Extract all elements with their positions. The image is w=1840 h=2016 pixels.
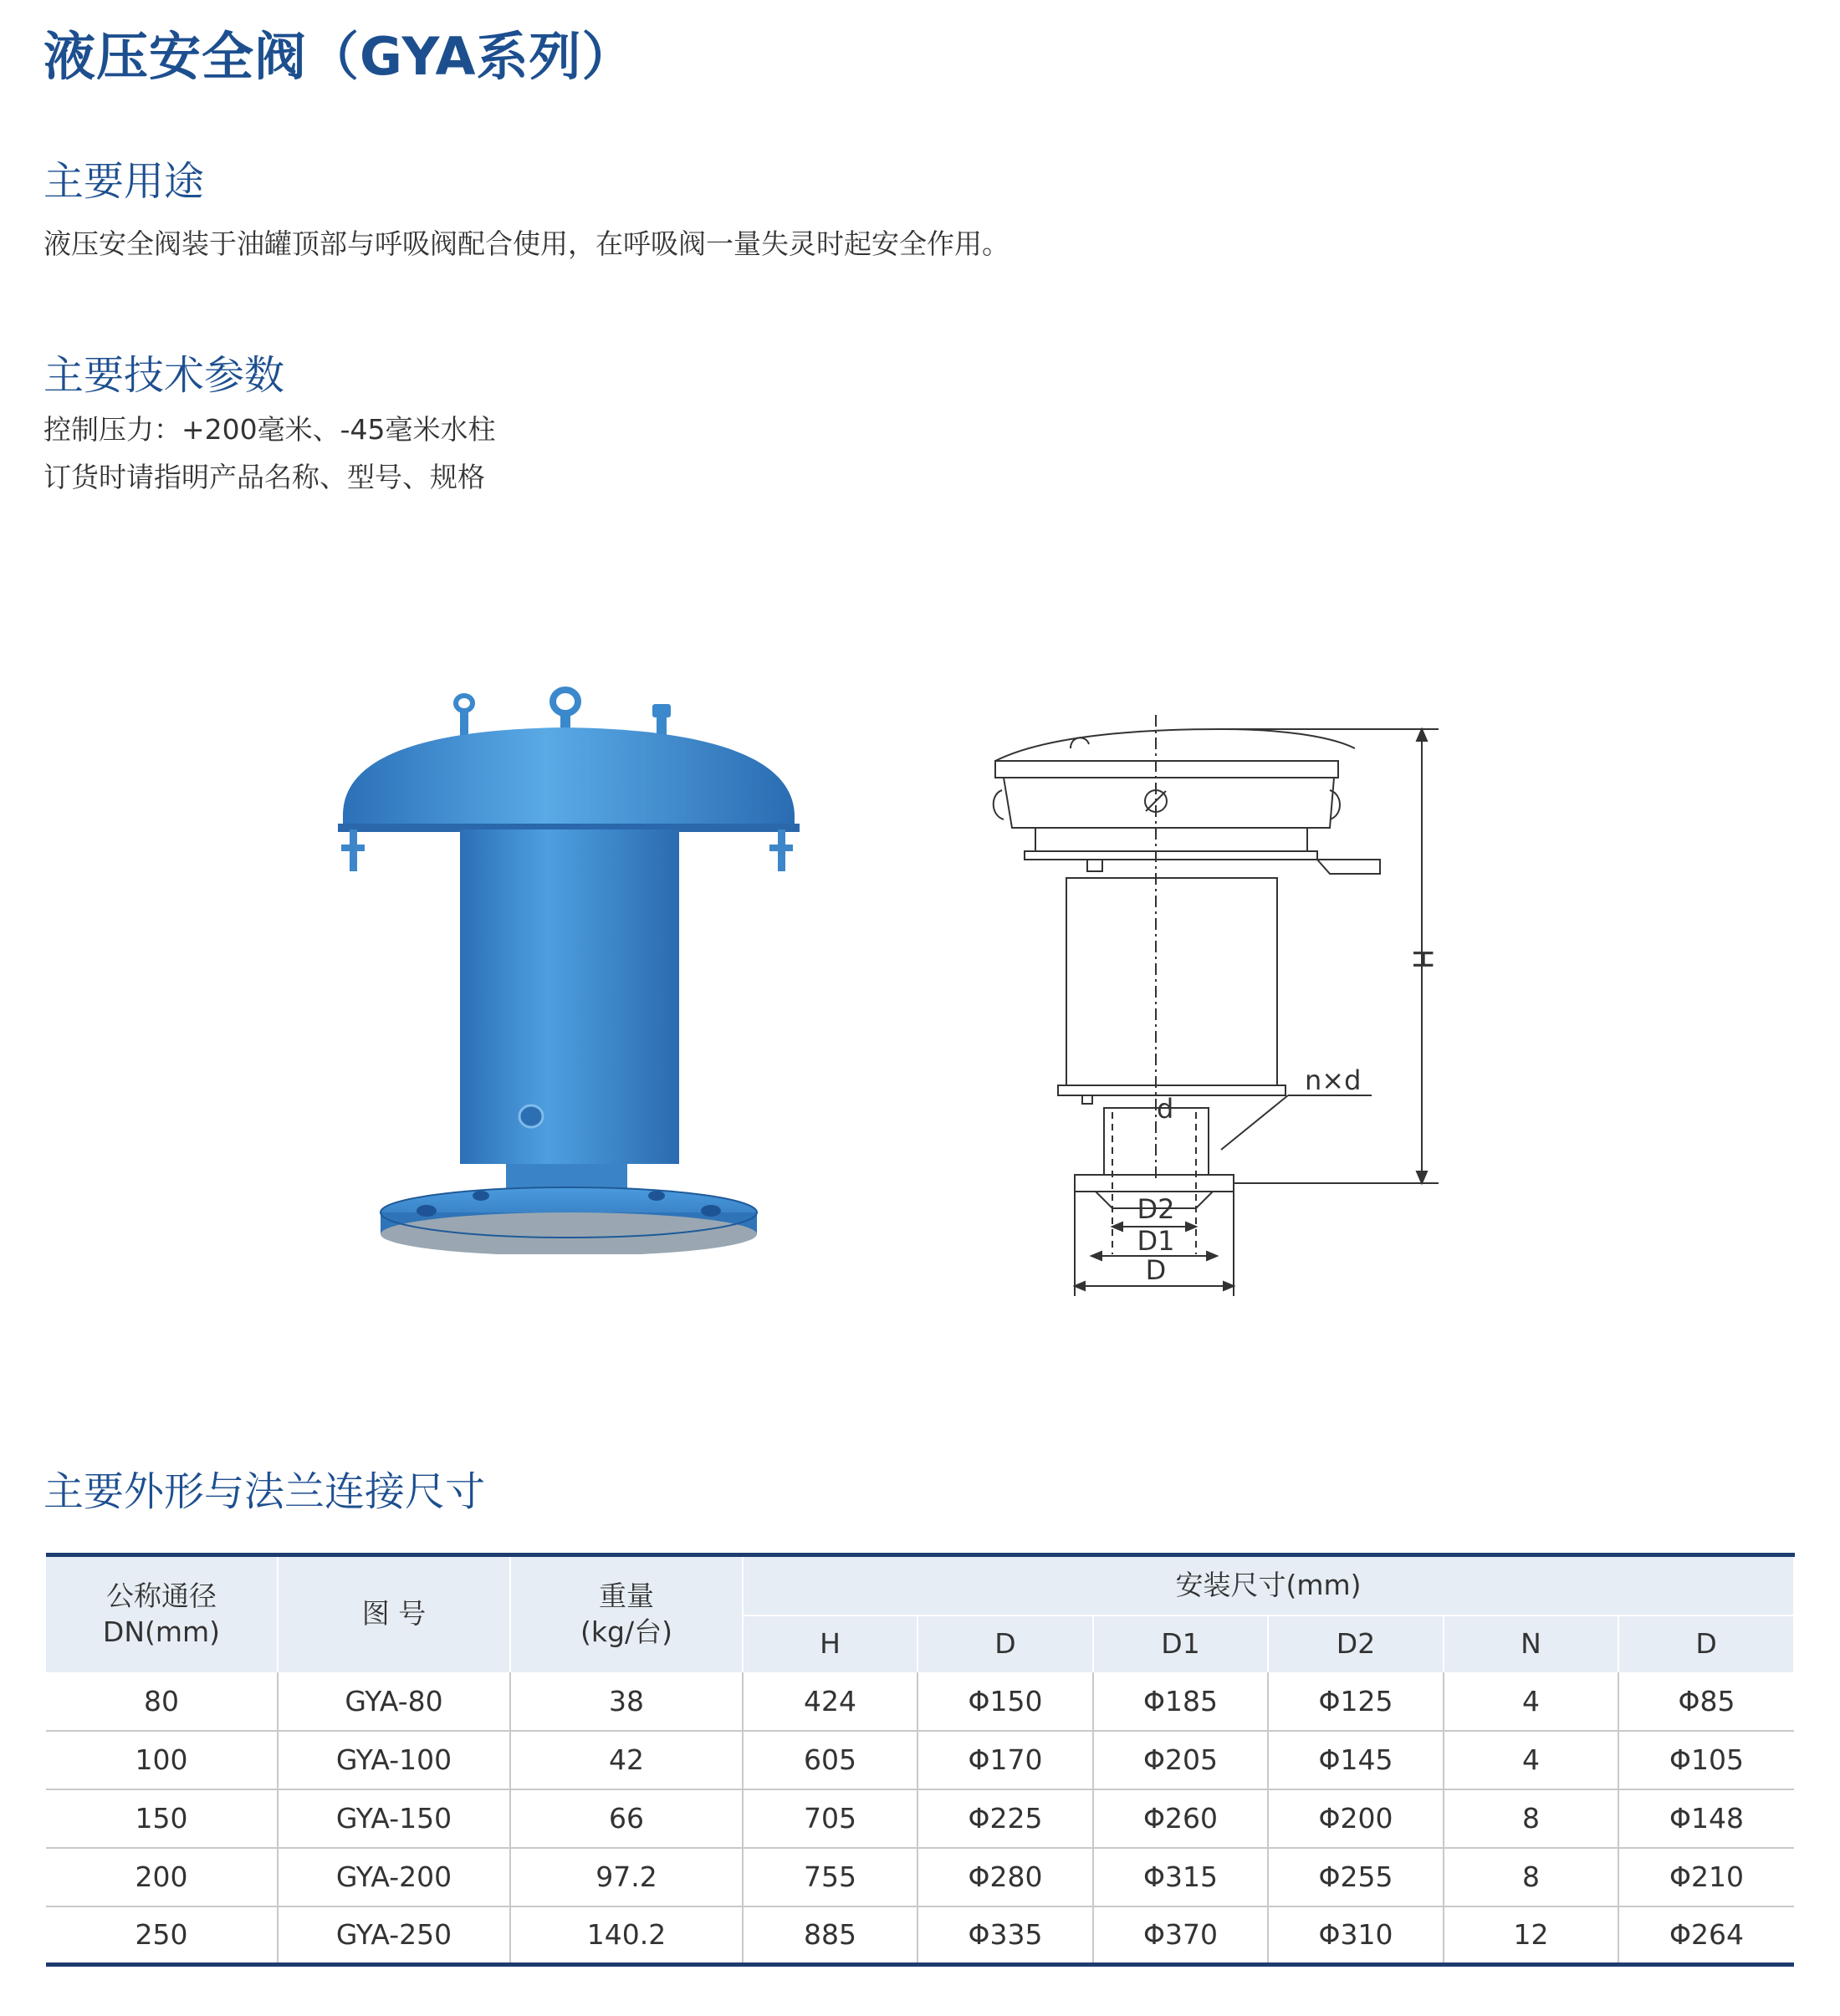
cell-H: 605 <box>743 1731 917 1789</box>
cell-d: Φ105 <box>1618 1731 1794 1789</box>
header-dn <box>46 1555 278 1672</box>
page-title: 液压安全阀（GYA系列） <box>43 26 635 87</box>
valve-photo <box>335 686 820 1254</box>
subheader-D: D <box>917 1615 1093 1672</box>
cell-N: 4 <box>1444 1672 1618 1731</box>
table-row <box>46 1789 1794 1848</box>
cell-H: 705 <box>743 1789 917 1848</box>
header-weight-line1: 重量 <box>599 1579 654 1612</box>
cell-N: 8 <box>1444 1848 1618 1906</box>
cell-N: 12 <box>1444 1906 1618 1965</box>
table-row <box>46 1848 1794 1906</box>
cell-dn: 100 <box>46 1731 278 1789</box>
cell-d: Φ148 <box>1618 1789 1794 1848</box>
label-D1: D1 <box>1137 1225 1175 1257</box>
subheader-H: H <box>743 1615 917 1672</box>
cell-d: Φ85 <box>1618 1672 1794 1731</box>
cell-H: 424 <box>743 1672 917 1731</box>
valve-body <box>460 829 679 1164</box>
cell-weight: 66 <box>510 1789 743 1848</box>
header-dn-line2: DN(mm) <box>102 1615 221 1648</box>
cell-D2: Φ125 <box>1268 1672 1444 1731</box>
label-H: H <box>1407 948 1439 970</box>
cell-model: GYA-100 <box>278 1731 510 1789</box>
cell-D2: Φ145 <box>1268 1731 1444 1789</box>
cell-model: GYA-200 <box>278 1848 510 1906</box>
table-row <box>46 1906 1794 1965</box>
cell-H: 885 <box>743 1906 917 1965</box>
subheader-N: N <box>1444 1615 1618 1672</box>
dimension-table <box>46 1553 1795 1967</box>
cell-d: Φ210 <box>1618 1848 1794 1906</box>
cell-weight: 38 <box>510 1672 743 1731</box>
tech-pressure-text: 控制压力：+200毫米、-45毫米水柱 <box>43 413 496 446</box>
usage-heading: 主要用途 <box>43 158 205 205</box>
header-weight <box>510 1555 743 1672</box>
cell-D2: Φ200 <box>1268 1789 1444 1848</box>
cell-d: Φ264 <box>1618 1906 1794 1965</box>
cell-D2: Φ310 <box>1268 1906 1444 1965</box>
cell-model: GYA-250 <box>278 1906 510 1965</box>
table-row <box>46 1672 1794 1731</box>
cell-D1: Φ205 <box>1093 1731 1268 1789</box>
table-heading: 主要外形与法兰连接尺寸 <box>43 1468 486 1515</box>
cell-weight: 97.2 <box>510 1848 743 1906</box>
subheader-d: D <box>1618 1615 1794 1672</box>
cell-model: GYA-80 <box>278 1672 510 1731</box>
usage-text: 液压安全阀装于油罐顶部与呼吸阀配合使用，在呼吸阀一量失灵时起安全作用。 <box>43 227 1009 260</box>
cell-D1: Φ185 <box>1093 1672 1268 1731</box>
cell-N: 8 <box>1444 1789 1618 1848</box>
label-nxd: n×d <box>1305 1064 1362 1096</box>
subheader-D2: D2 <box>1268 1615 1444 1672</box>
cell-D: Φ170 <box>917 1731 1093 1789</box>
cell-dn: 80 <box>46 1672 278 1731</box>
tech-order-text: 订货时请指明产品名称、型号、规格 <box>43 461 485 493</box>
cell-D1: Φ315 <box>1093 1848 1268 1906</box>
header-dn-line1: 公称通径 <box>106 1579 217 1612</box>
table-row <box>46 1731 1794 1789</box>
cell-D: Φ225 <box>917 1789 1093 1848</box>
cell-dn: 250 <box>46 1906 278 1965</box>
label-d: d <box>1157 1093 1174 1125</box>
cell-dn: 150 <box>46 1789 278 1848</box>
cell-dn: 200 <box>46 1848 278 1906</box>
cell-D1: Φ260 <box>1093 1789 1268 1848</box>
cell-D: Φ335 <box>917 1906 1093 1965</box>
label-D: D <box>1145 1254 1167 1286</box>
header-weight-line2: (kg/台) <box>580 1615 672 1648</box>
subheader-D1: D1 <box>1093 1615 1268 1672</box>
cell-H: 755 <box>743 1848 917 1906</box>
cell-weight: 42 <box>510 1731 743 1789</box>
cell-model: GYA-150 <box>278 1789 510 1848</box>
cell-D1: Φ370 <box>1093 1906 1268 1965</box>
cell-D: Φ150 <box>917 1672 1093 1731</box>
tech-heading: 主要技术参数 <box>43 352 285 399</box>
cell-D2: Φ255 <box>1268 1848 1444 1906</box>
dimension-drawing <box>979 711 1480 1321</box>
cell-weight: 140.2 <box>510 1906 743 1965</box>
header-install: 安装尺寸(mm) <box>743 1555 1794 1615</box>
cell-N: 4 <box>1444 1731 1618 1789</box>
label-D2: D2 <box>1137 1193 1175 1225</box>
valve-cap <box>343 727 795 829</box>
cell-D: Φ280 <box>917 1848 1093 1906</box>
header-model: 图 号 <box>278 1555 510 1672</box>
